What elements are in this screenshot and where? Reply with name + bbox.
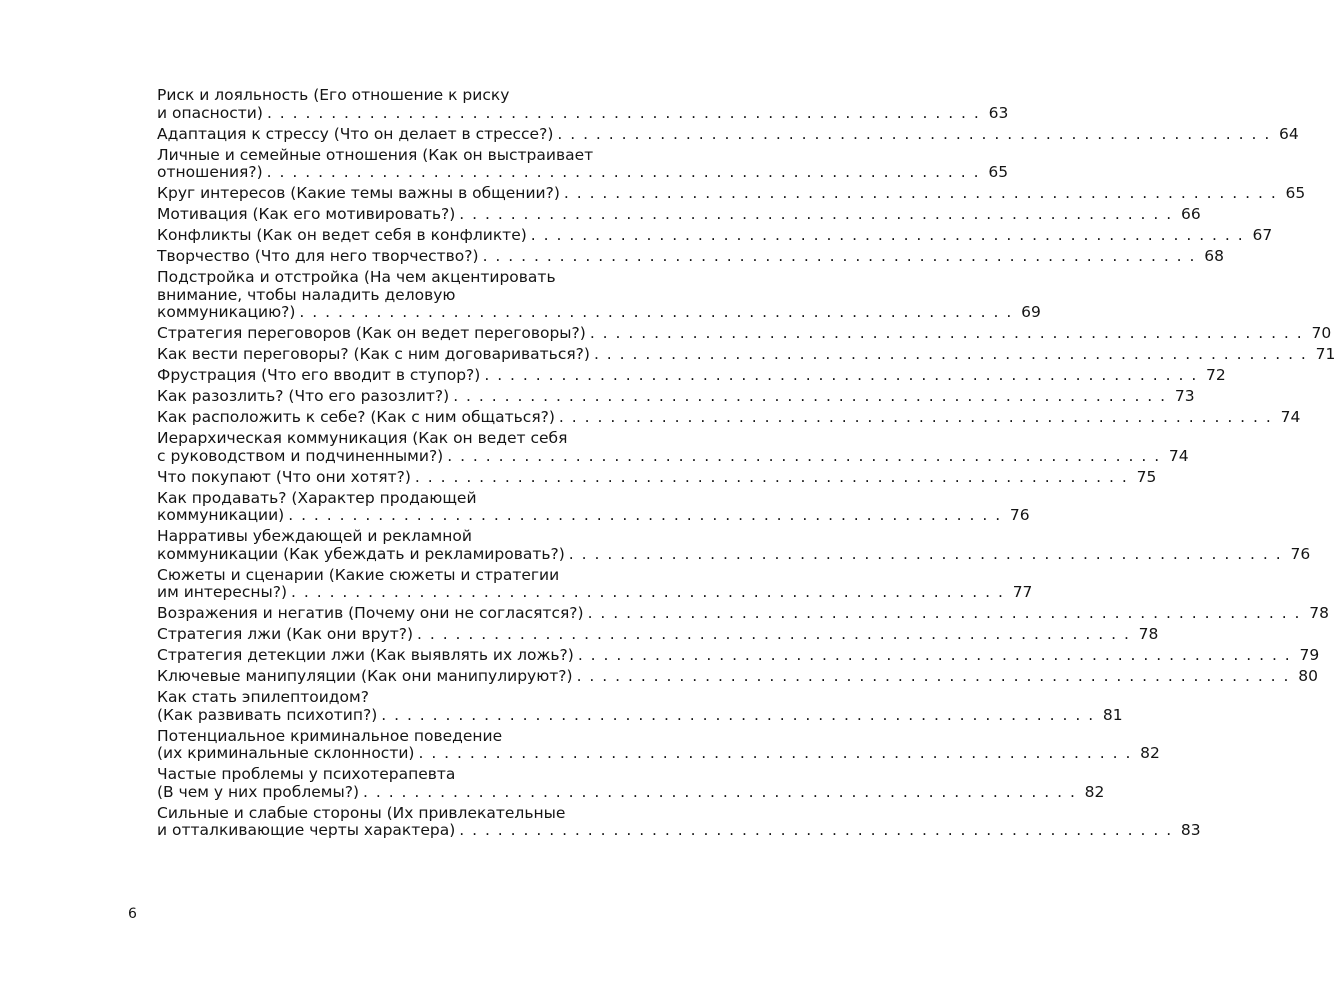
toc-entry-line: Как стать эпилептоидом? <box>157 688 369 706</box>
toc-entry[interactable] <box>157 408 1301 427</box>
toc-entry[interactable] <box>157 765 1105 801</box>
toc-entry-line: Как продавать? (Характер продающей <box>157 488 477 507</box>
toc-entry-line: Сюжеты и сценарии (Какие сюжеты и стратегии <box>157 565 560 584</box>
toc-page-number: 70 <box>1311 324 1332 342</box>
toc-page-number: 78 <box>1309 604 1329 622</box>
toc-entry[interactable] <box>157 803 1201 840</box>
toc-entry[interactable] <box>157 86 1009 122</box>
toc-entry[interactable] <box>157 625 1159 644</box>
dot-leader: . . . . . . . . . . . . . . . . . . . . . . . . . . . . . . . . . . . . . . . . . . . . . . . . . . . . . . . . <box>417 625 1131 643</box>
toc-entry-line: Подстройка и отстройка (На чем акцентировать <box>157 268 556 286</box>
toc-entry-line: Стратегия переговоров (Как он ведет переговоры?) <box>157 324 586 342</box>
dot-leader: . . . . . . . . . . . . . . . . . . . . . . . . . . . . . . . . . . . . . . . . . . . . . . . . . . . . . . . . <box>266 103 981 122</box>
toc-entry-line: Творчество (Что для него творчество?) <box>157 247 479 265</box>
toc-entry-line: с руководством и подчиненными?) <box>157 446 444 465</box>
toc-entry[interactable] <box>157 205 1201 224</box>
toc-page-number: 65 <box>988 163 1009 181</box>
toc-entry[interactable] <box>157 527 1311 563</box>
dot-leader: . . . . . . . . . . . . . . . . . . . . . . . . . . . . . . . . . . . . . . . . . . . . . . . . . . . . . . . . <box>363 782 1077 801</box>
toc-page-number: 75 <box>1136 467 1157 486</box>
toc-entry[interactable] <box>157 467 1157 487</box>
toc-page-number: 78 <box>1138 625 1159 643</box>
toc-page-number: 72 <box>1206 366 1226 384</box>
toc-entry[interactable] <box>157 366 1226 385</box>
toc-entry-line: Иерархическая коммуникация (Как он ведет себя <box>157 429 568 447</box>
dot-leader: . . . . . . . . . . . . . . . . . . . . . . . . . . . . . . . . . . . . . . . . . . . . . . . . . . . . . . . . <box>459 821 1173 839</box>
toc-page-number: 68 <box>1204 247 1224 265</box>
toc-entry-line: Конфликты (Как он ведет себя в конфликте) <box>157 226 527 244</box>
dot-leader: . . . . . . . . . . . . . . . . . . . . . . . . . . . . . . . . . . . . . . . . . . . . . . . . . . . . . . . . <box>447 446 1161 465</box>
toc-page-number: 63 <box>988 103 1009 122</box>
dot-leader: . . . . . . . . . . . . . . . . . . . . . . . . . . . . . . . . . . . . . . . . . . . . . . . . . . . . . . . . <box>414 467 1129 486</box>
toc-entry[interactable] <box>157 226 1273 245</box>
toc-entry-line: Адаптация к стрессу (Что он делает в стрессе?) <box>157 124 554 143</box>
toc-entry[interactable] <box>157 184 1306 203</box>
dot-leader: . . . . . . . . . . . . . . . . . . . . . . . . . . . . . . . . . . . . . . . . . . . . . . . . . . . . . . . . <box>563 184 1278 202</box>
dot-leader: . . . . . . . . . . . . . . . . . . . . . . . . . . . . . . . . . . . . . . . . . . . . . . . . . . . . . . . . <box>453 387 1167 405</box>
toc-entry[interactable] <box>157 667 1318 686</box>
toc-page-number: 76 <box>1009 506 1030 524</box>
toc-entry-line: Стратегия лжи (Как они врут?) <box>157 625 413 643</box>
toc-entry-line: Сильные и слабые стороны (Их привлекательные <box>157 803 566 822</box>
toc-page-number: 82 <box>1140 744 1160 762</box>
toc-entry-line: коммуникации) <box>157 506 285 524</box>
dot-leader: . . . . . . . . . . . . . . . . . . . . . . . . . . . . . . . . . . . . . . . . . . . . . . . . . . . . . . . . <box>577 646 1292 664</box>
dot-leader: . . . . . . . . . . . . . . . . . . . . . . . . . . . . . . . . . . . . . . . . . . . . . . . . . . . . . . . . <box>482 247 1196 265</box>
toc-entry[interactable] <box>157 429 1189 465</box>
toc-entry-line: Риск и лояльность (Его отношение к риску <box>157 86 510 104</box>
toc-entry[interactable] <box>157 145 1009 182</box>
toc-entry[interactable] <box>157 646 1320 665</box>
toc-entry-line: Круг интересов (Какие темы важны в общении?) <box>157 184 560 202</box>
toc-entry-line: Потенциальное криминальное поведение <box>157 726 503 745</box>
toc-entry[interactable] <box>157 604 1329 623</box>
dot-leader: . . . . . . . . . . . . . . . . . . . . . . . . . . . . . . . . . . . . . . . . . . . . . . . . . . . . . . . . <box>530 226 1245 244</box>
dot-leader: . . . . . . . . . . . . . . . . . . . . . . . . . . . . . . . . . . . . . . . . . . . . . . . . . . . . . . . . <box>587 604 1301 622</box>
toc-entry-line: внимание, чтобы наладить деловую <box>157 285 456 304</box>
toc-entry-line: (В чем у них проблемы?) <box>157 782 359 801</box>
toc-entry-line: Как расположить к себе? (Как с ним общаться?) <box>157 408 555 426</box>
toc-entry-line: Личные и семейные отношения (Как он выстраивает <box>157 145 594 164</box>
toc-entry-line: отношения?) <box>157 163 263 181</box>
dot-leader: . . . . . . . . . . . . . . . . . . . . . . . . . . . . . . . . . . . . . . . . . . . . . . . . . . . . . . . . <box>484 366 1198 384</box>
toc-entry-line: и опасности) <box>157 103 263 122</box>
toc-entry[interactable] <box>157 247 1224 266</box>
toc-entry-line: Стратегия детекции лжи (Как выявлять их ложь?) <box>157 646 574 664</box>
dot-leader: . . . . . . . . . . . . . . . . . . . . . . . . . . . . . . . . . . . . . . . . . . . . . . . . . . . . . . . . <box>418 744 1132 762</box>
toc-entry-line: (их криминальные склонности) <box>157 744 415 762</box>
toc-entry-line: коммуникации (Как убеждать и рекламировать?) <box>157 544 565 563</box>
toc-entry[interactable] <box>157 324 1332 343</box>
toc-entry[interactable] <box>157 387 1195 406</box>
toc-page-number: 82 <box>1084 782 1105 801</box>
toc-page-number: 71 <box>1315 345 1335 363</box>
dot-leader: . . . . . . . . . . . . . . . . . . . . . . . . . . . . . . . . . . . . . . . . . . . . . . . . . . . . . . . . <box>589 324 1304 342</box>
toc-entry-line: им интересны?) <box>157 583 288 601</box>
dot-leader: . . . . . . . . . . . . . . . . . . . . . . . . . . . . . . . . . . . . . . . . . . . . . . . . . . . . . . . . <box>557 124 1271 143</box>
toc-entry-line: Фрустрация (Что его вводит в ступор?) <box>157 366 481 384</box>
toc-page-number: 83 <box>1180 821 1201 839</box>
toc-entry[interactable] <box>157 268 1041 322</box>
dot-leader: . . . . . . . . . . . . . . . . . . . . . . . . . . . . . . . . . . . . . . . . . . . . . . . . . . . . . . . . <box>568 544 1283 563</box>
dot-leader: . . . . . . . . . . . . . . . . . . . . . . . . . . . . . . . . . . . . . . . . . . . . . . . . . . . . . . . . <box>381 705 1095 724</box>
dot-leader: . . . . . . . . . . . . . . . . . . . . . . . . . . . . . . . . . . . . . . . . . . . . . . . . . . . . . . . . <box>299 303 1013 321</box>
dot-leader: . . . . . . . . . . . . . . . . . . . . . . . . . . . . . . . . . . . . . . . . . . . . . . . . . . . . . . . . <box>576 667 1290 685</box>
dot-leader: . . . . . . . . . . . . . . . . . . . . . . . . . . . . . . . . . . . . . . . . . . . . . . . . . . . . . . . . <box>288 506 1002 524</box>
toc-entry-line: Как разозлить? (Что его разозлит?) <box>157 387 450 405</box>
toc-entry[interactable] <box>157 488 1030 525</box>
toc-page-number: 65 <box>1285 184 1306 202</box>
dot-leader: . . . . . . . . . . . . . . . . . . . . . . . . . . . . . . . . . . . . . . . . . . . . . . . . . . . . . . . . <box>593 345 1308 363</box>
dot-leader: . . . . . . . . . . . . . . . . . . . . . . . . . . . . . . . . . . . . . . . . . . . . . . . . . . . . . . . . <box>459 205 1173 223</box>
toc-entry-line: Что покупают (Что они хотят?) <box>157 467 411 486</box>
toc-entry-line: и отталкивающие черты характера) <box>157 821 456 839</box>
toc-entry-line: (Как развивать психотип?) <box>157 705 378 724</box>
toc-page-number: 76 <box>1290 544 1311 563</box>
toc-page-number: 64 <box>1279 124 1299 143</box>
toc-page-number: 69 <box>1021 303 1041 321</box>
toc-page-number: 81 <box>1102 705 1123 724</box>
dot-leader: . . . . . . . . . . . . . . . . . . . . . . . . . . . . . . . . . . . . . . . . . . . . . . . . . . . . . . . . <box>266 163 981 181</box>
toc-page-number: 80 <box>1298 667 1318 685</box>
toc-entry[interactable] <box>157 726 1160 763</box>
toc-page-number: 67 <box>1252 226 1273 244</box>
toc-page-number: 74 <box>1168 446 1189 465</box>
toc-entry[interactable] <box>157 124 1299 144</box>
toc-page-number: 66 <box>1180 205 1201 223</box>
toc-entry-line: Ключевые манипуляции (Как они манипулируют?) <box>157 667 573 685</box>
table-of-contents <box>157 86 1335 843</box>
toc-page-number: 74 <box>1280 408 1301 426</box>
toc-page-number: 73 <box>1174 387 1195 405</box>
toc-entry-line: Частые проблемы у психотерапевта <box>157 765 456 783</box>
dot-leader: . . . . . . . . . . . . . . . . . . . . . . . . . . . . . . . . . . . . . . . . . . . . . . . . . . . . . . . . <box>558 408 1273 426</box>
dot-leader: . . . . . . . . . . . . . . . . . . . . . . . . . . . . . . . . . . . . . . . . . . . . . . . . . . . . . . . . <box>291 583 1005 601</box>
toc-entry-line: Возражения и негатив (Почему они не согласятся?) <box>157 604 584 622</box>
toc-page-number: 77 <box>1012 583 1033 601</box>
toc-entry-line: коммуникацию?) <box>157 303 296 321</box>
page-number: 6 <box>128 906 137 922</box>
toc-entry[interactable] <box>157 565 1033 602</box>
toc-entry-line: Нарративы убеждающей и рекламной <box>157 527 472 545</box>
toc-entry-line: Мотивация (Как его мотивировать?) <box>157 205 456 223</box>
toc-entry-line: Как вести переговоры? (Как с ним договариваться?) <box>157 345 590 363</box>
toc-page-number: 79 <box>1299 646 1320 664</box>
toc-entry[interactable] <box>157 345 1335 364</box>
toc-entry[interactable] <box>157 688 1123 724</box>
